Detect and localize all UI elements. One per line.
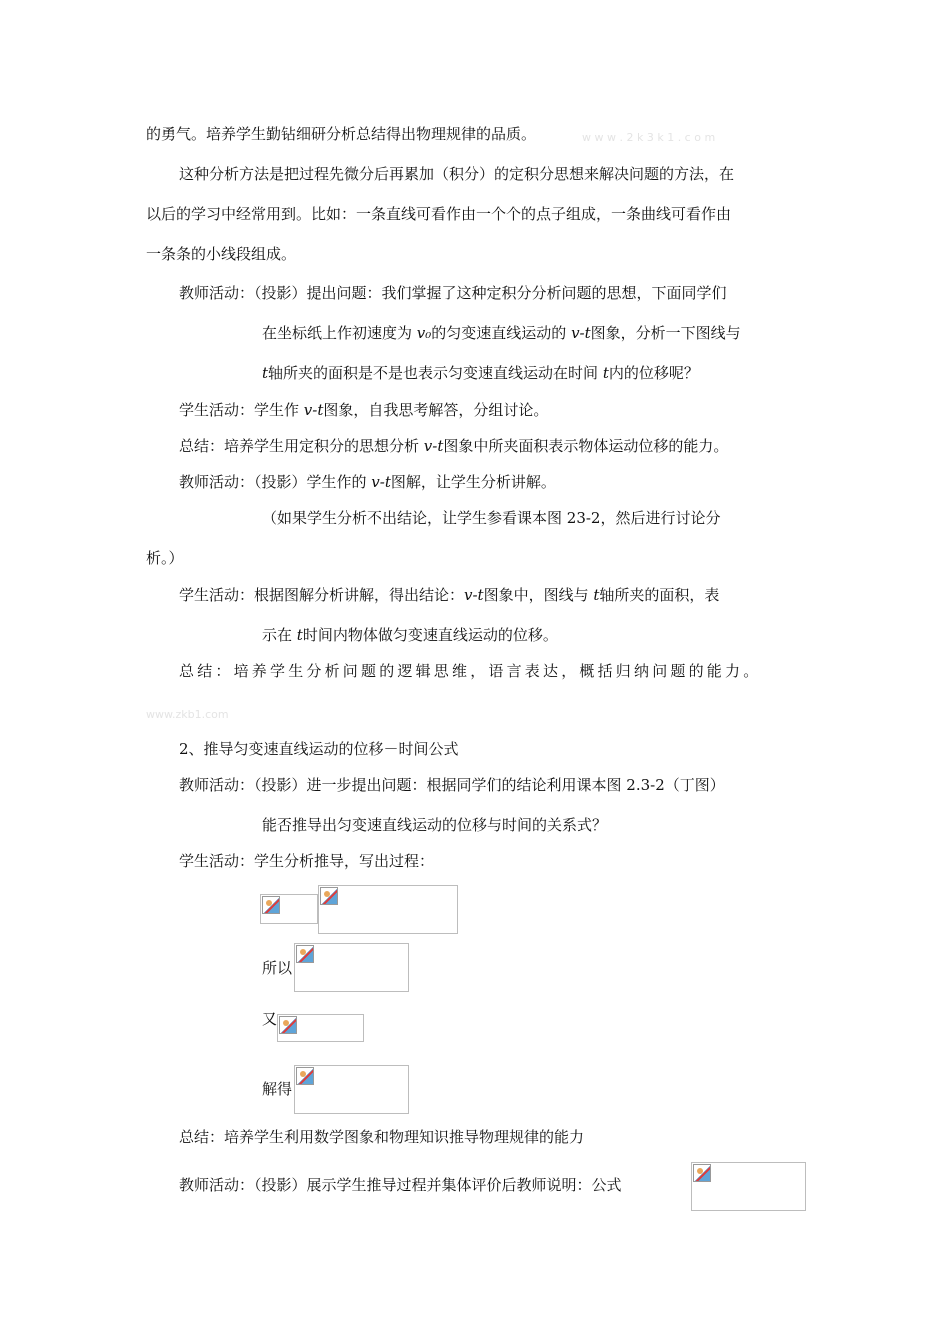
equation-image-5 [691, 1162, 806, 1211]
equation-image-4 [294, 1065, 409, 1114]
equation-image-1a [260, 894, 318, 924]
watermark-mid: www.zkb1.com [146, 708, 229, 721]
broken-image-icon [279, 1016, 297, 1034]
text-line-10: 教师活动：（投影）学生作的 v-t图解，让学生分析讲解。 [179, 473, 556, 491]
text-line-1: 的勇气。培养学生勤钻细研分析总结得出物理规律的品质。 [146, 125, 537, 143]
text-line-17: 教师活动：（投影）进一步提出问题：根据同学们的结论利用课本图 2.3-2（丁图） [179, 776, 725, 794]
text-line-18: 能否推导出匀变速直线运动的位移与时间的关系式？ [262, 816, 608, 834]
label-jiede: 解得 [262, 1080, 293, 1098]
label-suoyi: 所以 [262, 959, 293, 977]
text-line-14: 示在 t时间内物体做匀变速直线运动的位移。 [262, 626, 558, 644]
text-line-13: 学生活动：根据图解分析讲解，得出结论：v-t图象中，图线与 t轴所夹的面积，表 [179, 586, 720, 604]
equation-image-1b [318, 885, 458, 934]
text-line-4: 一条条的小线段组成。 [146, 245, 297, 263]
broken-image-icon [693, 1164, 711, 1182]
label-you: 又 [262, 1010, 278, 1028]
text-line-3: 以后的学习中经常用到。比如：一条直线可看作由一个个的点子组成，一条曲线可看作由 [146, 205, 732, 223]
text-line-15: 总结：培养学生分析问题的逻辑思维，语言表达，概括归纳问题的能力。 [179, 662, 762, 680]
broken-image-icon [296, 945, 314, 963]
section-heading-2: 2、推导匀变速直线运动的位移－时间公式 [179, 740, 459, 758]
broken-image-icon [296, 1067, 314, 1085]
text-line-19: 学生活动：学生分析推导，写出过程： [179, 852, 435, 870]
broken-image-icon [262, 896, 280, 914]
text-line-7: t轴所夹的面积是不是也表示匀变速直线运动在时间 t内的位移呢？ [262, 364, 699, 382]
equation-image-3 [277, 1014, 364, 1042]
equation-image-2 [294, 943, 409, 992]
text-line-11: （如果学生分析不出结论，让学生参看课本图 23-2，然后进行讨论分 [262, 509, 721, 527]
text-line-9: 总结：培养学生用定积分的思想分析 v-t图象中所夹面积表示物体运动位移的能力。 [179, 437, 729, 455]
text-line-6: 在坐标纸上作初速度为 v₀的匀变速直线运动的 v-t图象，分析一下图线与 [262, 324, 741, 342]
text-line-8: 学生活动：学生作 v-t图象，自我思考解答，分组讨论。 [179, 401, 549, 419]
text-line-5: 教师活动：（投影）提出问题：我们掌握了这种定积分分析问题的思想，下面同学们 [179, 284, 727, 302]
text-line-24: 教师活动：（投影）展示学生推导过程并集体评价后教师说明：公式 [179, 1176, 622, 1194]
text-line-2: 这种分析方法是把过程先微分后再累加（积分）的定积分思想来解决问题的方法，在 [179, 165, 735, 183]
broken-image-icon [320, 887, 338, 905]
text-line-12: 析。） [146, 549, 184, 567]
text-line-23: 总结：培养学生利用数学图象和物理知识推导物理规律的能力 [179, 1128, 585, 1146]
watermark-top: w w w . 2 k 3 k 1 . c o m [582, 131, 716, 144]
